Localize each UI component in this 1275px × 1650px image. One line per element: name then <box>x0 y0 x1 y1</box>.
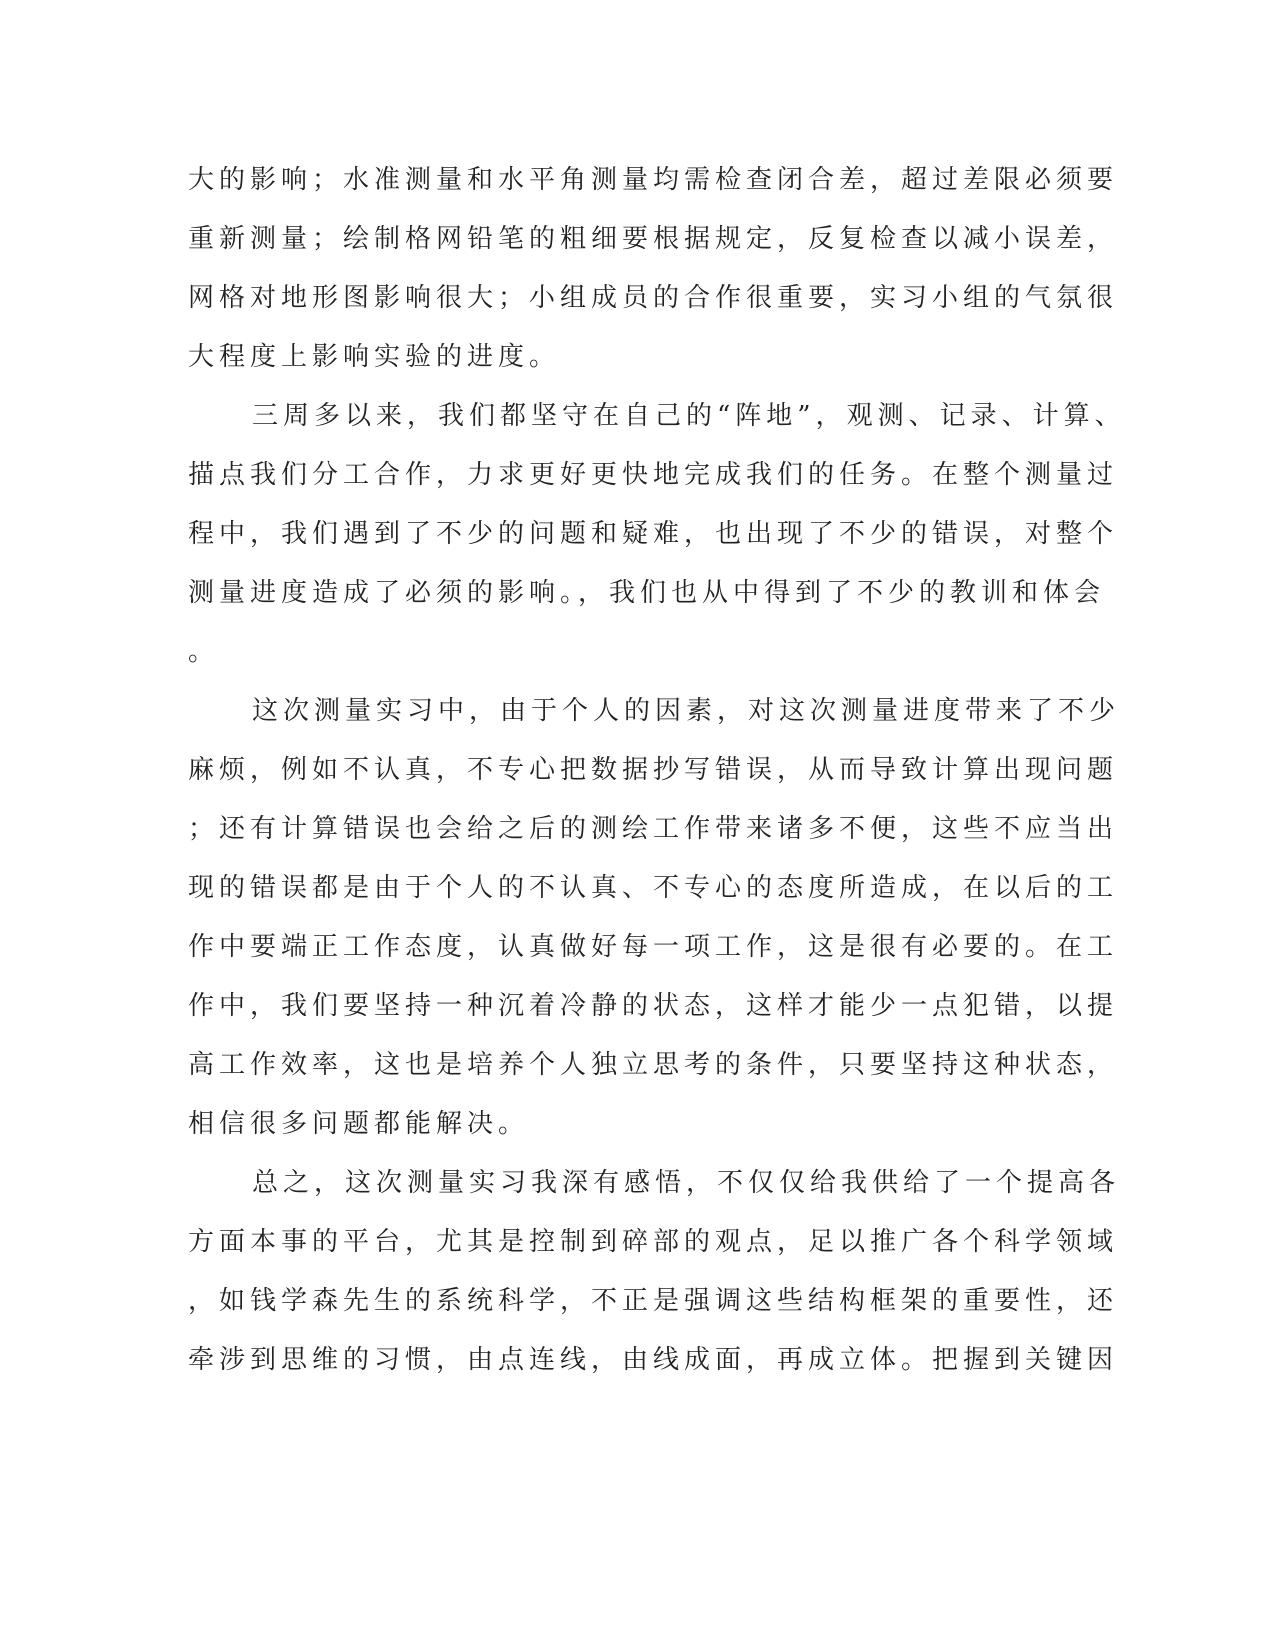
text-line: 网格对地形图影响很大；小组成员的合作很重要，实习小组的气氛很 <box>188 283 1119 313</box>
text-line: 作中，我们要坚持一种沉着冷静的状态，这样才能少一点犯错，以提 <box>188 991 1119 1021</box>
text-line: 高工作效率，这也是培养个人独立思考的条件，只要坚持这种状态， <box>188 1050 1119 1080</box>
text-line: 程中，我们遇到了不少的问题和疑难，也出现了不少的错误，对整个 <box>188 519 1119 549</box>
paragraph-first-line: 三周多以来，我们都坚守在自己的“阵地”，观测、记录、计算、 <box>252 401 1126 431</box>
paragraph-first-line: 这次测量实习中，由于个人的因素，对这次测量进度带来了不少 <box>252 696 1121 726</box>
text-line: 牵涉到思维的习惯，由点连线，由线成面，再成立体。把握到关键因 <box>188 1345 1119 1375</box>
text-line: 现的错误都是由于个人的不认真、不专心的态度所造成，在以后的工 <box>188 873 1119 903</box>
text-line: 大的影响；水准测量和水平角测量均需检查闭合差，超过差限必须要 <box>188 165 1119 195</box>
text-line: 大程度上影响实验的进度。 <box>188 342 561 372</box>
text-line: 相信很多问题都能解决。 <box>188 1109 530 1139</box>
text-line: 。 <box>188 637 220 667</box>
text-line: 方面本事的平台，尤其是控制到碎部的观点，足以推广各个科学领域 <box>188 1227 1119 1257</box>
text-line: 测量进度造成了必须的影响。，我们也从中得到了不少的教训和体会 <box>188 578 1106 608</box>
text-line: ，如钱学森先生的系统科学，不正是强调这些结构框架的重要性，还 <box>188 1286 1119 1316</box>
text-line: 作中要端正工作态度，认真做好每一项工作，这是很有必要的。在工 <box>188 932 1119 962</box>
text-line: 重新测量；绘制格网铅笔的粗细要根据规定，反复检查以减小误差， <box>188 224 1119 254</box>
text-line: 麻烦，例如不认真，不专心把数据抄写错误，从而导致计算出现问题 <box>188 755 1119 785</box>
text-line: 描点我们分工合作，力求更好更快地完成我们的任务。在整个测量过 <box>188 460 1119 490</box>
paragraph-first-line: 总之，这次测量实习我深有感悟，不仅仅给我供给了一个提高各 <box>252 1168 1121 1198</box>
text-line: ；还有计算错误也会给之后的测绘工作带来诸多不便，这些不应当出 <box>188 814 1119 844</box>
